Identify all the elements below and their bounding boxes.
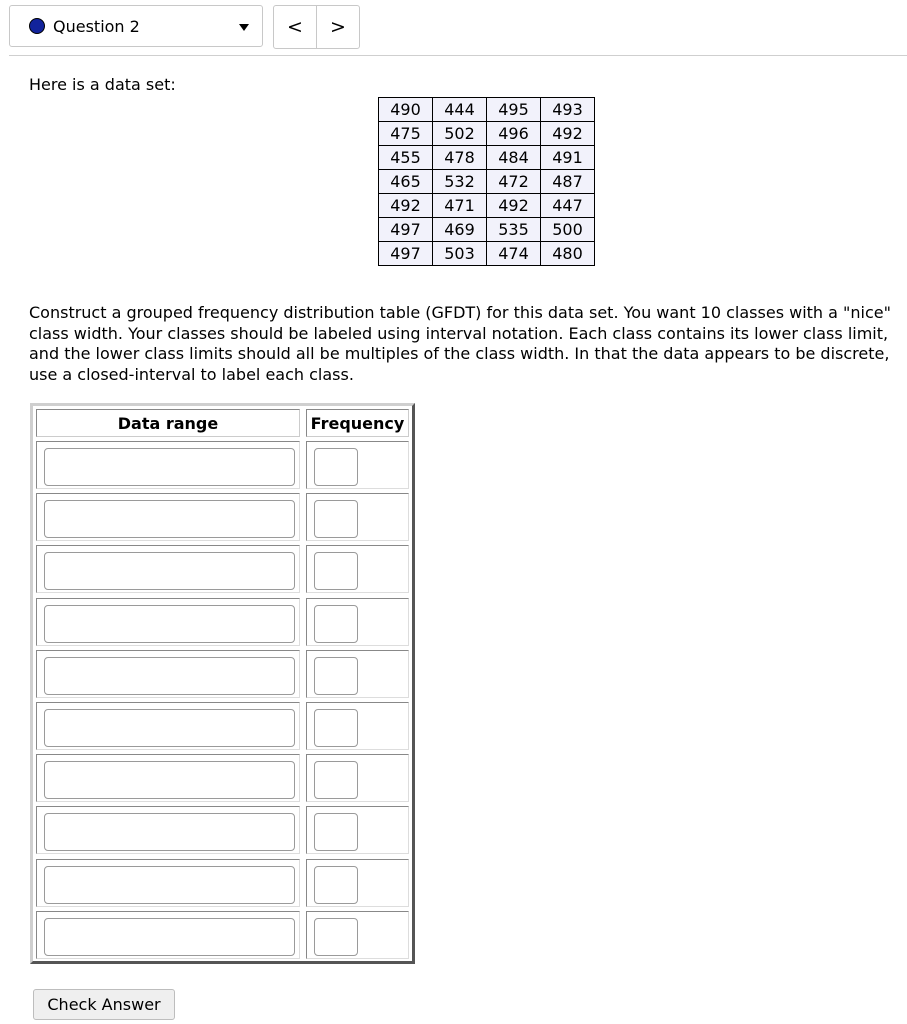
gfdt-row (36, 650, 409, 698)
gfdt-row (36, 545, 409, 593)
data-range-cell (36, 493, 300, 541)
question-status-dot (29, 18, 45, 34)
data-value-cell: 487 (541, 170, 595, 194)
data-range-input[interactable] (44, 605, 295, 643)
data-range-input[interactable] (44, 918, 295, 956)
data-range-cell (36, 754, 300, 802)
data-value-cell: 503 (433, 242, 487, 266)
data-value-cell: 474 (487, 242, 541, 266)
question-selector[interactable] (9, 5, 263, 47)
frequency-cell (306, 911, 409, 959)
frequency-cell (306, 702, 409, 750)
gfdt-row (36, 859, 409, 907)
data-value-cell: 455 (379, 146, 433, 170)
data-value-cell: 465 (379, 170, 433, 194)
data-set-row (379, 170, 595, 194)
data-range-cell (36, 859, 300, 907)
frequency-input[interactable] (314, 500, 358, 538)
data-value-cell: 469 (433, 218, 487, 242)
data-set-row (379, 218, 595, 242)
data-value-cell: 497 (379, 218, 433, 242)
data-value-cell: 475 (379, 122, 433, 146)
gfdt-row (36, 598, 409, 646)
data-value-cell: 497 (379, 242, 433, 266)
data-value-cell: 471 (433, 194, 487, 218)
frequency-cell (306, 545, 409, 593)
gfdt-row (36, 702, 409, 750)
data-range-cell (36, 545, 300, 593)
data-value-cell: 495 (487, 98, 541, 122)
frequency-cell (306, 650, 409, 698)
data-range-cell (36, 702, 300, 750)
data-range-input[interactable] (44, 866, 295, 904)
data-range-cell (36, 441, 300, 489)
data-set-row (379, 146, 595, 170)
data-value-cell: 496 (487, 122, 541, 146)
gfdt-row (36, 493, 409, 541)
frequency-cell (306, 859, 409, 907)
frequency-input[interactable] (314, 552, 358, 590)
previous-question-button[interactable]: < (274, 6, 317, 48)
data-range-input[interactable] (44, 657, 295, 695)
question-nav (273, 5, 360, 49)
data-set-table (378, 97, 595, 266)
frequency-header: Frequency (306, 409, 409, 437)
data-value-cell: 502 (433, 122, 487, 146)
gfdt-row (36, 806, 409, 854)
frequency-input[interactable] (314, 605, 358, 643)
frequency-cell (306, 493, 409, 541)
header-divider (9, 55, 907, 56)
data-value-cell: 490 (379, 98, 433, 122)
data-value-cell: 532 (433, 170, 487, 194)
question-label: Question 2 (53, 16, 140, 36)
instructions-text: Construct a grouped frequency distribution table (GFDT) for this data set. You want 10 classes with a "nice" class width. Your classes should be labeled using interval notation. Each class contains its lower class limit, and the lower class limits should all be multiples of the class width. In that the data appears to be discrete, use a closed-interval to label each class. (29, 303, 891, 384)
frequency-input[interactable] (314, 866, 358, 904)
check-answer-button[interactable]: Check Answer (33, 989, 175, 1020)
data-value-cell: 492 (541, 122, 595, 146)
data-value-cell: 484 (487, 146, 541, 170)
frequency-input[interactable] (314, 657, 358, 695)
data-range-input[interactable] (44, 552, 295, 590)
frequency-input[interactable] (314, 918, 358, 956)
next-question-button[interactable]: > (330, 16, 346, 38)
data-value-cell: 491 (541, 146, 595, 170)
data-range-cell (36, 911, 300, 959)
data-range-input[interactable] (44, 761, 295, 799)
data-value-cell: 492 (379, 194, 433, 218)
data-value-cell: 447 (541, 194, 595, 218)
data-set-row (379, 194, 595, 218)
data-set-row (379, 98, 595, 122)
data-set-row (379, 122, 595, 146)
frequency-input[interactable] (314, 448, 358, 486)
gfdt-row (36, 754, 409, 802)
caret-down-icon (239, 24, 249, 31)
data-range-input[interactable] (44, 500, 295, 538)
data-value-cell: 478 (433, 146, 487, 170)
intro-text: Here is a data set: (29, 75, 176, 94)
data-value-cell: 493 (541, 98, 595, 122)
frequency-cell (306, 806, 409, 854)
gfdt-row (36, 441, 409, 489)
data-range-cell (36, 806, 300, 854)
frequency-input[interactable] (314, 761, 358, 799)
frequency-cell (306, 754, 409, 802)
data-range-input[interactable] (44, 448, 295, 486)
gfdt-table (30, 403, 415, 964)
data-value-cell: 472 (487, 170, 541, 194)
data-value-cell: 480 (541, 242, 595, 266)
data-range-input[interactable] (44, 709, 295, 747)
data-value-cell: 492 (487, 194, 541, 218)
frequency-input[interactable] (314, 709, 358, 747)
gfdt-header-row (36, 409, 409, 439)
data-range-cell (36, 650, 300, 698)
frequency-input[interactable] (314, 813, 358, 851)
frequency-cell (306, 598, 409, 646)
frequency-cell (306, 441, 409, 489)
data-value-cell: 500 (541, 218, 595, 242)
data-range-cell (36, 598, 300, 646)
gfdt-row (36, 911, 409, 959)
data-value-cell: 535 (487, 218, 541, 242)
data-set-row (379, 242, 595, 266)
data-range-input[interactable] (44, 813, 295, 851)
data-value-cell: 444 (433, 98, 487, 122)
data-range-header: Data range (36, 409, 300, 437)
